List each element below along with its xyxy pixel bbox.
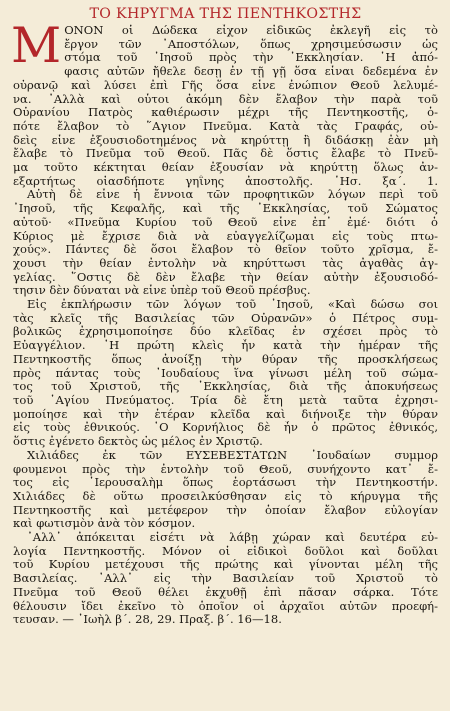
text-line: ᾿Ιησοῦ, τῆς Κεφαλῆς, καὶ τῆς ᾿Εκκλησίας, τοῦ Σώματος: [13, 202, 438, 216]
article-body: [11, 17, 438, 627]
text-line: να. ᾿Αλλὰ καὶ οὗτοι ἀκόμη δὲν ἔλαβον τὴν παρὰ τοῦ: [13, 92, 438, 106]
text-line: τος εἰς ῾Ιερουσαλὴμ ὅπως ἑορτάσωσι τὴν Πεντηκοστήν.: [13, 476, 438, 490]
text-line: θέλουσιν ἴδει ἐκεῖνο τὸ ὁποῖον οἱ ἀρχαῖοι αὐτῶν προεφή-: [13, 599, 438, 613]
text-line: ΟΝΟΝ οἱ Δώδεκα εἶχον εἰδικῶς ἐκλεγῆ εἰς τὸ: [64, 24, 438, 37]
text-line: Χιλιάδες δὲ οὕτω προσειλκύσθησαν εἰς τὸ κήρυγμα τῆς: [13, 489, 438, 503]
text-line: τησιν δὲν δύναται νὰ εἶνε ὑπὲρ τοῦ Θεοῦ πρέσβυς.: [13, 284, 311, 298]
text-line: ἔργον τῶν ᾿Αποστόλων, ὅπως χρησιμεύσωσιν ὡς: [64, 37, 438, 51]
text-line: αὐτοῦ· «Πνεῦμα Κυρίου τοῦ Θεοῦ εἶνε ἐπ᾿ ἐμέ· διότι ὁ: [13, 215, 438, 229]
text-line: οὐρανῷ καὶ λύσει ἐπὶ Γῆς ὅσα εἶνε ἐνώπιον Θεοῦ λελυμέ-: [13, 78, 438, 92]
text-line: τοῦ Κυρίου μετέχουσι τῆς πρώτης καὶ γίνονται μέλη τῆς: [13, 558, 438, 572]
text-line: χουσι τὴν θείαν ἐντολὴν νὰ κηρύττωσι τὰς ἀγαθὰς ἀγ-: [13, 256, 438, 270]
text-line: τευσαν. — ᾿Ιωὴλ β΄. 28, 29. Πραξ. β΄. 16—18.: [13, 613, 282, 627]
text-line: τος τοῦ Χριστοῦ, τῆς ᾿Εκκλησίας, διὰ τῆς ἀποκυήσεως: [13, 380, 438, 394]
paragraph-lines: [11, 17, 438, 627]
text-line: Εὐαγγέλιον. ῾Η πρώτη κλεὶς ἦν κατὰ τὴν ἡμέραν τῆς: [13, 339, 438, 353]
text-line: Κύριος μὲ ἔχρισε διὰ νὰ εὐαγγελίζωμαι εἰς τοὺς πτω-: [13, 229, 438, 243]
text-line: φουμενοι πρὸς τὴν ἐντολὴν τοῦ Θεοῦ, συνήχοντο κατ᾿ ἔ-: [13, 462, 438, 476]
text-line: Βασιλείας. ᾿Αλλ᾿ εἰς τὴν Βασιλείαν τοῦ Χριστοῦ τὸ: [13, 572, 438, 586]
text-line: Πεντηκοστῆς ὅπως ἀνοίξῃ τὴν θύραν τῆς προσκλήσεως: [13, 352, 438, 366]
text-line: εξαρτήτως οἱασδήποτε γηΐνης ἀποστολῆς. ῾Ησ. ξα΄. 1.: [13, 174, 438, 188]
drop-cap: M: [11, 17, 62, 74]
text-line: μα τοῦτο κέκτηται θείαν ἐξουσίαν νὰ κηρύττῃ ὅλως ἀν-: [13, 161, 438, 175]
text-line: πρὸς πάντας τοὺς ᾿Ιουδαίους ἵνα γίνωσι μέλη τοῦ σώμα-: [13, 366, 438, 380]
text-line: Αὐτὴ δὲ εἶνε ἡ ἔννοια τῶν προφητικῶν λόγων περὶ τοῦ: [27, 188, 438, 202]
article-title: ΤΟ ΚΗΡΥΓΜΑ ΤΗΣ ΠΕΝΤΗΚΟΣΤΗΣ: [89, 6, 362, 22]
text-line: Οὐρανίου Πατρὸς καθιέρωσιν μέχρι τῆς Πεντηκοστῆς, ὁ-: [13, 106, 438, 120]
text-line: λογία Πεντηκοστῆς. Μόνον οἱ εἰδικοὶ δοῦλοι καὶ δοῦλαι: [13, 544, 438, 558]
text-line: Χιλιάδες ἐκ τῶν ΕΥΣΕΒΕΣΤΑΤΩΝ ᾿Ιουδαίων συμμορ: [27, 448, 438, 462]
text-line: μοποίησε καὶ τὴν ἑτέραν κλεῖδα καὶ διήνοιξε τὴν θύραν: [13, 407, 438, 421]
text-line: χούς». Πάντες δὲ ὅσοι ἔλαβον τὸ θεῖον τοῦτο χρῖσμα, ἔ-: [13, 243, 438, 257]
text-line: δεὶς εἶνε ἐξουσιοδοτημένος νὰ κηρύττῃ ἢ διδάσκῃ ἐὰν μὴ: [13, 133, 438, 147]
text-line: τοῦ ῾Αγίου Πνεύματος. Τρία δὲ ἔτη μετὰ ταῦτα ἐχρησι-: [13, 393, 438, 407]
text-line: πότε ἔλαβον τὸ ῞Αγιον Πνεῦμα. Κατὰ τὰς Γραφάς, οὐ-: [13, 119, 438, 133]
text-line: καὶ φωτισμὸν ἀνὰ τὸν κόσμον.: [13, 517, 196, 531]
text-line: Πνεῦμα τοῦ Θεοῦ θέλει ἐκχυθῇ ἐπὶ πᾶσαν σάρκα. Τότε: [13, 585, 438, 599]
text-line: φασις αὐτῶν ἤθελε δεσῃ ἐν τῇ γῇ ὅσα εἶναι δεδεμένα ἐν: [64, 65, 438, 79]
text-line: Πεντηκοστῆς καὶ μετέφερον τὴν ὁποίαν ἔλαβον εὐλογίαν: [13, 503, 438, 517]
text-line: βολικῶς ἐχρησιμοποίησε δύο κλεῖδας ἐν σχέσει πρὸς τὸ: [13, 325, 438, 339]
text-line: γελίας. ῞Οστις δὲ δὲν ἔλαβε τὴν θείαν αὐτὴν ἐξουσιοδό-: [13, 270, 438, 284]
text-line: ᾿Αλλ᾿ ἀπόκειται εἰσέτι νὰ λάβῃ χώραν καὶ δευτέρα εὐ-: [27, 531, 438, 545]
text-line: εἰς τοὺς ἐθνικούς. ῾Ο Κορνήλιος δὲ ἦν ὁ πρῶτος ἐθνικός,: [13, 421, 438, 435]
text-line: στόμα τοῦ ᾿Ιησοῦ πρὸς τὴν ᾿Εκκλησίαν. ῾Η ἀπό-: [64, 51, 438, 65]
text-line: ὅστις ἐγένετο δεκτὸς ὡς μέλος ἐν Χριστῷ.: [13, 435, 263, 449]
text-line: ἔλαβε τὸ Πνεῦμα τοῦ Θεοῦ. Πᾶς δὲ ὅστις ἔλαβε τὸ Πνεῦ-: [13, 147, 438, 161]
text-line: Εἰς ἐκπλήρωσιν τῶν λόγων τοῦ ᾿Ιησοῦ, «Καὶ δώσω σοι: [27, 298, 438, 312]
text-line: τὰς κλεῖς τῆς Βασιλείας τῶν Οὐρανῶν» ὁ Πέτρος συμ-: [13, 311, 438, 325]
